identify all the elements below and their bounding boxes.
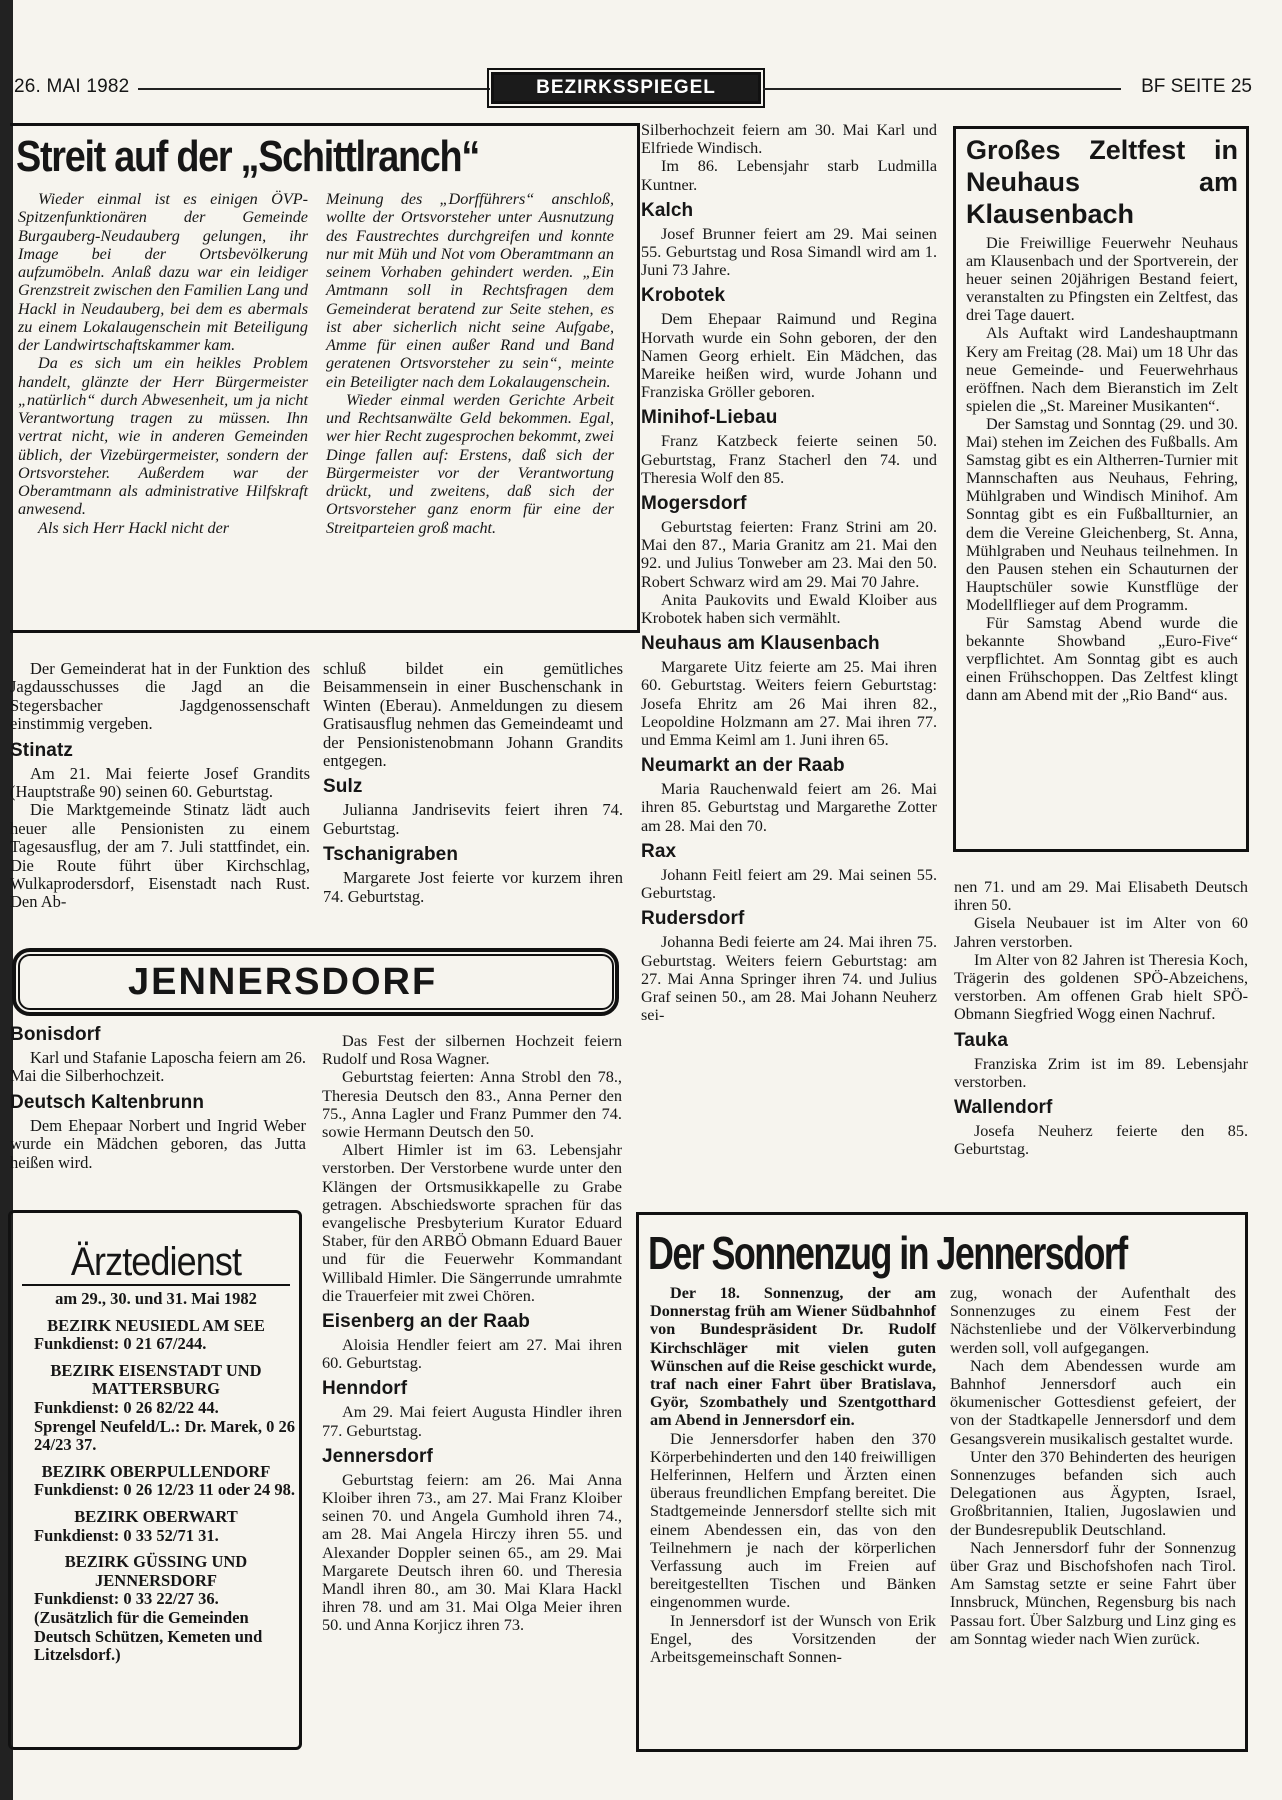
heading-jennersdorf: Jennersdorf — [322, 1445, 433, 1467]
news-paragraph: Geburtstag feiern: am 26. Mai Anna Kloiber ihren 73., am 27. Mai Franz Kloiber seinen 70. und Angela Gumhold ihren 74., am 28. Mai Angela Hirczy ihren 55. und Alexander Doppler seinen 65., am 29. Mai Margarete Deutsch ihren 60. und Theresia Mandl ihren 80., am 30. Mai Klara Hackl ihren 78. und am 31. Mai Olga Meier ihren 50. und Anna Korjicz ihren 73. — [322, 1469, 622, 1635]
streit-paragraph: Wieder einmal werden Gerichte Arbeit und Rechtsanwälte Geld bekommen. Egal, wer hier Recht zugesprochen bekommt, zwei Dinge fallen auf: Erstens, daß sich der Bürgermeister vor der Verantwortung drückt, und zweitens, daß sich der Ortsvorsteher ganz enorm für eine der Streitparteien groß macht. — [326, 390, 614, 537]
news-paragraph: Die Marktgemeinde Stinatz lädt auch heuer alle Pensionisten zu einem Tagesausflug, der am 7. Juli stattfindet, ein. Die Route führt über Kirchschlag, Wulkaprodersdorf, Eisenstadt nach Rust. Den Ab- — [10, 800, 310, 912]
news-paragraph: Josef Brunner feiert am 29. Mai seinen 55. Geburtstag und Rosa Simandl wird am 1. Juni 73 Jahre. — [641, 224, 937, 280]
column-3 — [641, 121, 937, 1024]
district-heading: BEZIRK GÜSSING UND JENNERSDORF — [64, 1552, 248, 1590]
news-paragraph: Geburtstag feierten: Franz Strini am 20. Mai den 87., Maria Granitz am 21. Mai den 92. und Julius Tonweber am 23. Mai den 50. Robert Schwarz wird am 29. Mai 70 Jahre. — [641, 518, 937, 591]
news-paragraph: schluß bildet ein gemütliches Beisammensein in einer Buschenschank in Winten (Eberau). Anmeldungen zu diesem Gratisausflug nehmen das Gemeindeamt und der Pensionistenobmann Johann Grandits entgegen. — [323, 659, 623, 771]
streit-column-2 — [326, 190, 614, 537]
heading-krobotek: Krobotek — [641, 285, 726, 307]
zeltfest-paragraph: Als Auftakt wird Landeshauptmann Kery am Freitag (28. Mai) um 18 Uhr das neue Gemeinde- und Feuerwehrhaus eröffnen. Nach dem Bieranstich im Zelt spielen die „St. Mareiner Musikanten“. — [966, 324, 1238, 415]
news-paragraph: Franz Katzbeck feierte seinen 50. Geburtstag, Franz Stacherl den 74. und Theresia Wolf den 85. — [641, 432, 937, 487]
heading-tauka: Tauka — [954, 1029, 1009, 1051]
sonnenzug-paragraph: Die Jennersdorfer haben den 370 Körperbehinderten und den 140 freiwilligen Helferinnen, Helfern und Ärzten einen überaus freundlichen Empfang bereitet. Die Stadtgemeinde Jennersdorf stellte sich mit einem Abendessen ein, das von den Teilnehmern je nach der körperlichen Verfassung auch im Freien auf bereitgestellten Tischen und Bänken eingenommen wurde. — [650, 1429, 936, 1612]
header-rule-left — [138, 88, 490, 90]
mid-lower-column — [323, 660, 623, 906]
streit-column-1 — [18, 190, 308, 537]
news-paragraph: Aloisia Hendler feiert am 27. Mai ihren 60. Geburtstag. — [322, 1335, 622, 1373]
sonnenzug-paragraph: zug, wonach der Aufenthalt des Sonnenzuges zu einem Fest der Nächstenliebe und der Völkerverbindung werden soll, voll aufgegangen. — [950, 1284, 1236, 1357]
zeltfest-paragraph: Der Samstag und Sonntag (29. und 30. Mai) stehen im Zeichen des Fußballs. Am Samstag gibt es ein Altherren-Turnier mit Mannschaften aus Neuhaus, Fehring, Mühlgraben und Windisch Minihof. Am Sonntag gibt es ein Fußballturnier, an dem die Vereine Gleichenberg, St. Anna, Mühlgraben und Neuhaus teilnehmen. In den Pausen stehen ein Schauturnen der Hauptschüler sowie Kunstflüge der Modellflieger auf dem Programm. — [966, 414, 1238, 614]
news-paragraph: Josefa Neuherz feierte den 85. Geburtstag. — [954, 1122, 1248, 1159]
heading-bonisdorf: Bonisdorf — [10, 1024, 101, 1045]
sonnenzug-headline: Der Sonnenzug in Jennersdorf — [648, 1227, 1127, 1279]
news-paragraph: Am 29. Mai feiert Augusta Hindler ihren 77. Geburtstag. — [322, 1402, 622, 1440]
heading-rax: Rax — [641, 840, 677, 862]
news-paragraph: Das Fest der silbernen Hochzeit feiern Rudolf und Rosa Wagner. — [322, 1031, 622, 1069]
radio-service: Funkdienst: 0 33 22/27 36. — [34, 1589, 219, 1609]
heading-neumarkt: Neumarkt an der Raab — [641, 755, 845, 777]
aerztedienst-title: Ärztedienst — [70, 1240, 242, 1284]
district-heading: BEZIRK OBERPULLENDORF — [41, 1461, 271, 1481]
news-paragraph: Gisela Neubauer ist im Alter von 60 Jahren verstorben. — [954, 914, 1248, 951]
streit-paragraph: Da es sich um ein heikles Problem handelt, glänzte der Herr Bürgermeister „natürlich“ durch Abwesenheit, um ja nicht Verantwortung tragen zu müssen. Ihn vertrat nicht, wie in anderen Gemeinden üblich, der Vizebürgermeister, sondern der Ortsvorsteher. Außerdem war der Oberamtmann als administrative Hilfskraft anwesend. — [18, 354, 308, 519]
sonnenzug-lead: Der 18. Sonnenzug, der am Donnerstag früh am Wiener Südbahnhof von Bundespräsident Dr. Rudolf Kirchschläger mit vielen guten Wünschen auf die Reise geschickt wurde, traf nach einer Fahrt über Bratislava, Györ, Szombathely und Szentgotthard am Abend in Jennersdorf ein. — [650, 1284, 936, 1430]
news-paragraph: Karl und Stafanie Laposcha feiern am 26. Mai die Silberhochzeit. — [10, 1048, 306, 1086]
left-lower-column — [10, 660, 310, 912]
streit-paragraph: Meinung des „Dorfführers“ anschloß, wollte der Ortsvorsteher unter Ausnutzung des Faustrechtes durchgreifen und konnte nur mit Müh und Not vom Oberamtmann an seinem Vorhaben gehindert werden. „Ein Amtmann soll in Rechtsfragen dem Gemeinderat beratend zur Seite stehen, es ist aber sicherlich nicht seine Aufgabe, Amme für einen außer Rand und Band geratenen Ortsvorsteher zu sein“, meinte ein Beteiligter nach dem Lokalaugenschein. — [326, 190, 614, 391]
title-underline — [22, 1284, 290, 1286]
streit-paragraph: Als sich Herr Hackl nicht der — [38, 518, 230, 537]
heading-stinatz: Stinatz — [10, 739, 73, 761]
news-paragraph: Margarete Jost feierte vor kurzem ihren 74. Geburtstag. — [323, 868, 623, 906]
heading-neuhaus: Neuhaus am Klausenbach — [641, 633, 880, 655]
heading-deutsch-kaltenbrunn: Deutsch Kaltenbrunn — [10, 1091, 205, 1113]
radio-service: (Zusätzlich für die Gemeinden Deutsch Schützen, Kemeten und Litzelsdorf.) — [34, 1607, 263, 1665]
news-paragraph: Dem Ehepaar Norbert und Ingrid Weber wurde ein Mädchen geboren, das Jutta heißen wird. — [10, 1115, 306, 1172]
heading-minihof-liebau: Minihof-Liebau — [641, 407, 778, 429]
column-4 — [954, 878, 1248, 1158]
heading-henndorf: Henndorf — [322, 1378, 408, 1400]
news-paragraph: Franziska Zrim ist im 89. Lebensjahr verstorben. — [954, 1054, 1248, 1091]
heading-sulz: Sulz — [323, 776, 363, 798]
news-paragraph: Maria Rauchenwald feiert am 26. Mai ihren 85. Geburtstag und Margarethe Zotter am 28. Mai den 70. — [641, 780, 937, 835]
news-paragraph: Johann Feitl feiert am 29. Mai seinen 55. Geburtstag. — [641, 865, 937, 903]
news-paragraph: Dem Ehepaar Raimund und Regina Horvath wurde ein Sohn geboren, der den Namen Georg erhielt. Ein Mädchen, das Mareike heißen wird, wurde Johann und Franziska Gröller geboren. — [641, 310, 937, 402]
section-badge: BEZIRKSSPIEGEL — [491, 72, 761, 104]
heading-kalch: Kalch — [641, 199, 694, 221]
news-paragraph: Geburtstag feierten: Anna Strobl den 78., Theresia Deutsch den 83., Anna Perner den 75., Anna Lagler und Franz Pummer den 74. sowie Hermann Deutsch den 50. — [322, 1067, 622, 1142]
news-paragraph: Johanna Bedi feierte am 24. Mai ihren 75. Geburtstag. Weiters feiern Geburtstag: am 27. Mai Anna Springer ihren 74. und Julius Graf seinen 50., am 28. Mai Johann Neuherz sei- — [641, 933, 937, 1025]
aerztedienst-content — [16, 1240, 296, 1665]
heading-eisenberg: Eisenberg an der Raab — [322, 1311, 531, 1333]
heading-wallendorf: Wallendorf — [954, 1097, 1053, 1119]
radio-service: Funkdienst: 0 33 52/71 31. — [34, 1525, 219, 1545]
header-rule-right — [763, 88, 1121, 90]
radio-service: Funkdienst: 0 26 82/22 44. — [34, 1397, 219, 1417]
streit-paragraph: Wieder einmal ist es einigen ÖVP-Spitzenfunktionären der Gemeinde Burgauberg-Neudauberg gelungen, ihr Image bei der Ortsbevölkerung aufzumöbeln. Anlaß dazu war ein leidiger Grenzstreit zwischen den Familien Lang und Hackl in Neudauberg, bei dem es abermals zu einem Lokalaugenschein mit Beteiligung der Landwirtschaftskammer kam. — [18, 190, 308, 354]
zeltfest-article — [966, 134, 1238, 704]
news-paragraph: Im 86. Lebensjahr starb Ludmilla Kuntner. — [641, 157, 937, 194]
sonnenzug-paragraph: Nach Jennersdorf fuhr der Sonnenzug über Graz und Bischofshofen nach Tirol. Am Samstag setzte er seine Fahrt über Innsbruck, München, Regensburg bis nach Passau fort. Über Salzburg und Linz ging es am Sonntag wieder nach Wien zurück. — [950, 1538, 1236, 1648]
service-dates: am 29., 30. und 31. Mai 1982 — [55, 1289, 257, 1308]
district-heading: BEZIRK NEUSIEDL AM SEE — [47, 1315, 265, 1335]
sonnenzug-column-1 — [650, 1284, 936, 1666]
heading-rudersdorf: Rudersdorf — [641, 908, 745, 930]
zeltfest-paragraph: Für Samstag Abend wurde die bekannte Showband „Euro-Five“ verpflichtet. Am Sonntag gibt es auch einen Frühschoppen. Das Zeltfest klingt dann am Abend mit der „Rio Band“ aus. — [966, 613, 1238, 705]
district-heading: BEZIRK EISENSTADT UND MATTERSBURG — [50, 1360, 262, 1399]
news-paragraph: Im Alter von 82 Jahren ist Theresia Koch, Trägerin des goldenen SPÖ-Abzeichens, verstorben. Am offenen Grab hielt SPÖ-Obmann Siegfried Wogg einen Nachruf. — [954, 950, 1248, 1024]
news-paragraph: Anita Paukovits und Ewald Kloiber aus Krobotek haben sich vermählt. — [641, 590, 937, 628]
heading-mogersdorf: Mogersdorf — [641, 493, 747, 515]
radio-service: Funkdienst: 0 21 67/244. — [34, 1334, 207, 1354]
sonnenzug-paragraph: In Jennersdorf ist der Wunsch von Erik Engel, des Vorsitzenden der Arbeitsgemeinschaft Sonnen- — [650, 1611, 936, 1667]
radio-service: Funkdienst: 0 26 12/23 11 oder 24 98. — [34, 1480, 295, 1500]
jennersdorf-left-column — [10, 1024, 306, 1172]
news-paragraph: nen 71. und am 29. Mai Elisabeth Deutsch ihren 50. — [954, 878, 1248, 915]
zeltfest-paragraph: Die Freiwillige Feuerwehr Neuhaus am Klausenbach und der Sportverein, der heuer seinen 20jährigen Bestand feiert, veranstalten zu Pfingsten ein Zeltfest, das drei Tage dauert. — [966, 234, 1238, 325]
district-heading: BEZIRK OBERWART — [74, 1506, 238, 1526]
page-number: BF SEITE 25 — [1141, 76, 1252, 97]
news-paragraph: Am 21. Mai feierte Josef Grandits (Hauptstraße 90) seinen 60. Geburtstag. — [10, 763, 310, 802]
streit-headline: Streit auf der „Schittlranch“ — [16, 132, 480, 181]
news-paragraph: Margarete Uitz feierte am 25. Mai ihren 60. Geburtstag. Weiters feiern Geburtstag: Josefa Ehritz am 26 Mai ihren 82., Leopoldine Holzmann am 27. Mai ihren 77. und Emma Keiml am 1. Juni ihren 65. — [641, 658, 937, 750]
radio-service: Sprengel Neufeld/L.: Dr. Marek, 0 26 24/23 37. — [34, 1416, 295, 1455]
news-paragraph: Der Gemeinderat hat in der Funktion des Jagdausschusses die Jagd an die Stegersbacher Jagdgenossenschaft einstimmig vergeben. — [10, 659, 310, 734]
sonnenzug-paragraph: Nach dem Abendessen wurde am Bahnhof Jennersdorf auch ein ökumenischer Gottesdienst gefeiert, der von der Stadtkapelle Jennersdorf und dem Gesangsverein musikalisch gestaltet wurde. — [950, 1356, 1236, 1448]
news-paragraph: Julianna Jandrisevits feiert ihren 74. Geburtstag. — [323, 800, 623, 838]
zeltfest-headline: Großes Zeltfest in Neuhaus am Klausenbach — [966, 135, 1238, 229]
jennersdorf-mid-column — [322, 1032, 622, 1635]
news-paragraph: Albert Himler ist im 63. Lebensjahr verstorben. Der Verstorbene wurde unter den Klängen der Ortsmusikkapelle zu Grabe getragen. Abschiedsworte sprachen für das evangelische Presbyterium Kurator Eduard Staber, für den ARBÖ Obmann Eduard Bauer und für die Feuerwehr Kommandant Willibald Himler. Die Sängerrunde umrahmte die Trauerfeier mit zwei Chören. — [322, 1140, 622, 1305]
jennersdorf-banner: JENNERSDORF — [18, 954, 614, 1010]
issue-date: 26. MAI 1982 — [14, 76, 130, 97]
news-paragraph: Silberhochzeit feiern am 30. Mai Karl und Elfriede Windisch. — [641, 121, 937, 158]
heading-tschanigraben: Tschanigraben — [323, 844, 459, 866]
sonnenzug-column-2 — [950, 1284, 1236, 1648]
sonnenzug-paragraph: Unter den 370 Behinderten des heurigen Sonnenzuges befanden sich auch Delegationen aus Ägypten, Israel, Großbritannien, Italien, Jugoslawien und der Bundesrepublik Deutschland. — [950, 1447, 1236, 1539]
